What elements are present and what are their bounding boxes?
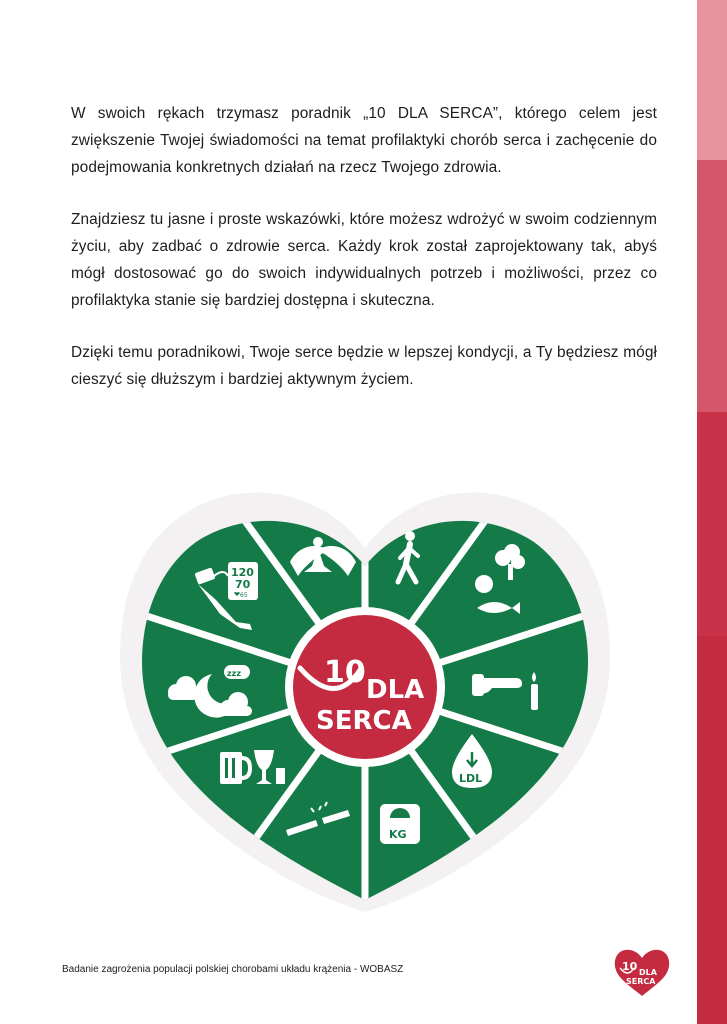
side-stripe-upper-middle [697, 160, 727, 412]
footer-source: Badanie zagrożenia populacji polskiej chorobami układu krążenia - WOBASZ [62, 964, 404, 975]
intro-paragraph-2: Znajdziesz tu jasne i proste wskazówki, które możesz wdrożyć w swoim codziennym życiu, aby zadbać o zdrowie serca. Każdy krok został zaprojektowany tak, abyś mógł dostosować go do swoich indywidualnych potrzeb i możliwości, przez co profilaktyka stanie się bardziej dostępna i skuteczna. [71, 211, 657, 309]
side-stripe-bottom [697, 636, 727, 1024]
bp-pulse: 65 [240, 592, 248, 599]
side-stripe-top [697, 0, 727, 160]
intro-paragraph-3: Dzięki temu poradnikowi, Twoje serce będzie w lepszej kondycji, a Ty będziesz mógł cieszyć się dłuższym i bardziej aktywnym życiem. [71, 344, 657, 388]
scale-label: KG [389, 828, 407, 841]
footer-logo-line1: DLA [639, 968, 657, 977]
footer-logo [614, 946, 670, 998]
center-logo-line1: DLA [366, 675, 425, 705]
heart-infographic [120, 472, 610, 912]
footer-logo-number: 10 [622, 960, 638, 973]
side-stripe-lower-middle [697, 412, 727, 636]
bp-diastolic: 70 [235, 578, 251, 591]
intro-paragraph-1: W swoich rękach trzymasz poradnik „10 DLA SERCA”, którego celem jest zwiększenie Twojej świadomości na temat profilaktyki chorób serca i zachęcenie do podejmowania konkretnych działań na rzecz Twojego zdrowia. [71, 105, 657, 176]
sleep-text: zzz [227, 669, 241, 678]
footer-logo-line2: SERCA [626, 977, 656, 986]
center-logo-number: 10 [324, 655, 366, 690]
bp-systolic: 120 [231, 566, 254, 579]
heart-svg [120, 472, 610, 912]
footer-logo-heart [614, 946, 670, 998]
center-logo-line2: SERCA [316, 706, 412, 736]
weight-scale-icon [380, 804, 420, 844]
ldl-label: LDL [459, 772, 483, 785]
intro-text [71, 100, 657, 418]
